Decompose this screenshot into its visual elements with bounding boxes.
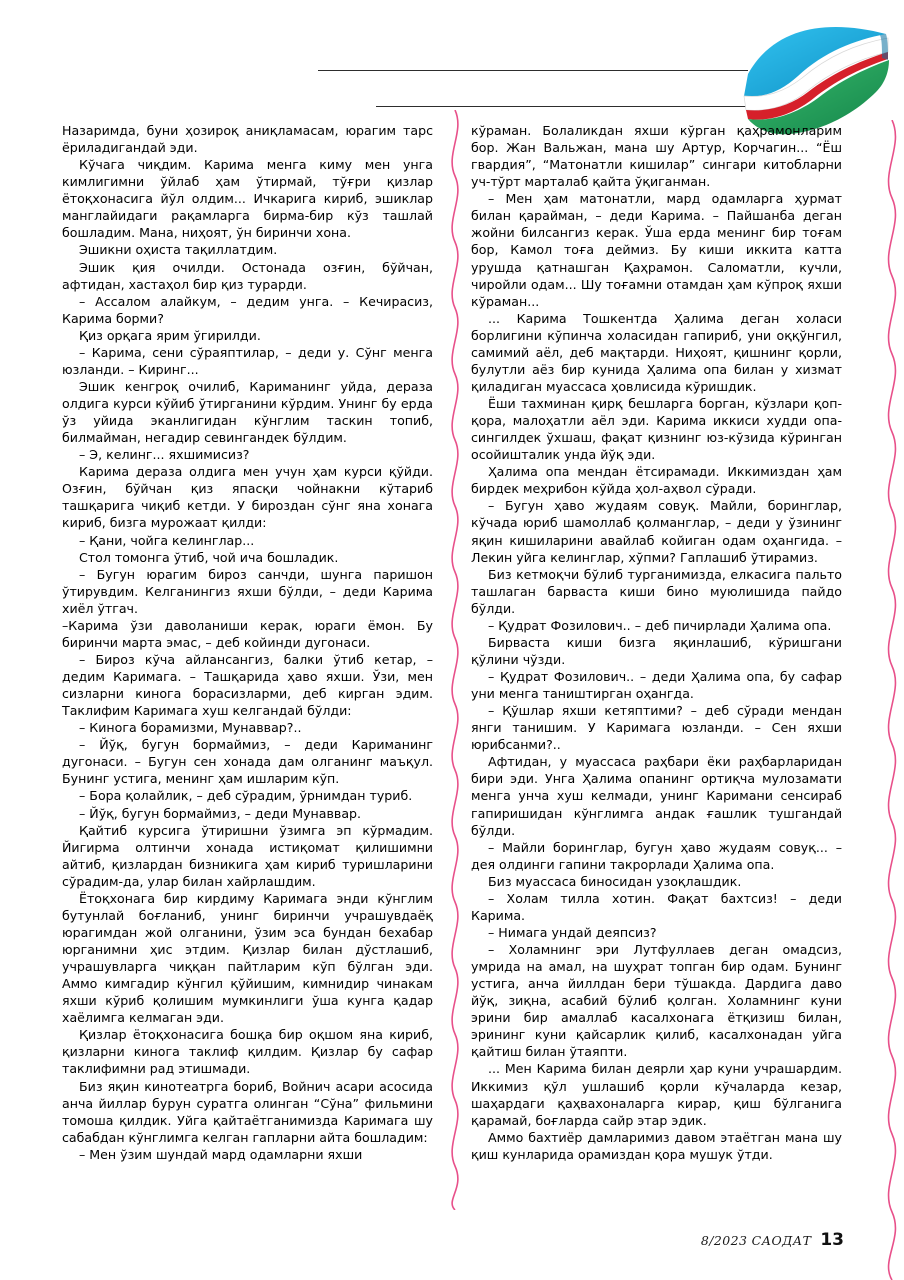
article-body: [62, 122, 842, 1163]
paragraph: Биз муассаса биносидан узоқлашдик.: [488, 873, 742, 889]
paragraph: – Бироз кўча айлансангиз, балки ўтиб кетар, – дедим Каримага. – Ташқарида ҳаво яхши. Ўзи, мен сизларни кинога борасизларми, деб кирган эдим. Таклифим Каримага хуш келгандай бўлди:: [62, 651, 433, 719]
paragraph: – Холам тилла хотин. Фақат бахтсиз! – деди Карима.: [471, 890, 842, 923]
paragraph: – Йўқ, бугун бормаймиз, – деди Мунаввар.: [79, 805, 362, 821]
paragraph: Карима дераза олдига мен учун ҳам курси қўйди. Озғин, бўйчан қиз япасқи чойнакни кўтариб ташқарига чиқиб кетди. У бироздан сўнг яна хонага кириб, бизга мурожаат қилди:: [62, 464, 433, 531]
paragraph: – Қўшлар яхши кетяптими? – деб сўради мендан янги танишим. У Каримага юзланди. – Сен яхши юрибсанми?..: [471, 703, 842, 753]
paragraph: – Мен ўзим шундай мард одамларни яхши: [79, 1146, 363, 1162]
paragraph: – Холамнинг эри Лутфуллаев деган омадсиз, умрида на амал, на шуҳрат топган бир одам. Бунинг устига, анча йиллдан бери тўшакда. Дардига даво йўқ, зиқна, асабий бўлиб қолган. Холамнинг куни эрини бир амаллаб касалхонага ётқизиш билан, эрининг куни қайсарлик қилиб, касалхонадан уйга қайтиш билан ўтаяпти.: [471, 942, 842, 1060]
paragraph: Қайтиб курсига ўтиришни ўзимга эп кўрмадим. Йигирма олтинчи хонада истиқомат қилишимни айтиб, қизлардан бизникига ҳам кириб туришларини сўрадим-да, улар билан хайрлашдим.: [62, 822, 433, 889]
header-rules: [318, 70, 748, 110]
paragraph: – Қудрат Фозилович.. – деди Ҳалима опа, бу сафар уни менга таништирган оҳангда.: [471, 669, 842, 702]
page-edge-wave: [878, 120, 904, 1280]
right-column: [471, 122, 842, 1163]
paragraph: – Майли боринглар, бугун ҳаво жудаям совуқ... – дея олдинги гапини такрорлади Ҳалима опа.: [471, 839, 842, 872]
paragraph: – Бугун юрагим бироз санчди, шунга паришон ўтирувдим. Келганингиз яхши бўлди, – деди Карима хиёл ўтгач.: [62, 566, 433, 616]
issue-label: 8/2023 САОДАТ: [700, 1233, 812, 1248]
paragraph: Эшикни оҳиста тақиллатдим.: [79, 242, 278, 258]
paragraph: – Йўқ, бугун бормаймиз, – деди Кариманинг дугонаси. – Бугун сен хонада дам олганинг маъқул. Бунинг устига, менинг ҳам ишларим кўп.: [62, 737, 433, 787]
paragraph: Бирваста киши бизга яқинлашиб, кўришгани қўлини чўзди.: [471, 634, 842, 667]
paragraph: Назаримда, буни ҳозироқ аниқламасам, юрагим тарс ёриладигандай эди.: [62, 123, 433, 156]
paragraph: Аммо бахтиёр дамларимиз давом этаётган мана шу қиш кунларида орамиздан қора мушук ўтди.: [471, 1129, 842, 1162]
paragraph: – Ассалом алайкум, – дедим унга. – Кечирасиз, Карима борми?: [62, 293, 433, 326]
page-number: 13: [820, 1230, 844, 1250]
paragraph: Кўчага чиқдим. Карима менга киму мен унга кимлигимни ўйлаб ҳам ўтирмай, тўғри қизлар ётоқхонасига йўл олдим... Ичкарига кириб, эшиклар манглайидаги рақамларга бирма-бир кўз ташлай бошладим. Мана, ниҳоят, ўн биринчи хона.: [62, 157, 433, 241]
paragraph: Қизлар ётоқхонасига бошқа бир оқшом яна кириб, қизларни кинога таклиф қилдим. Қизлар бу сафар таклифимни рад этишмади.: [62, 1027, 433, 1077]
header-rule-top: [318, 70, 748, 71]
paragraph: Ётоқхонага бир кирдиму Каримага энди кўнглим бутунлай боғланиб, унинг биринчи учрашувдаёқ юрагимдан жой олганини, ўзим эса бундан бехабар юрганимни ҳис этдим. Қизлар билан дўстлашиб, учрашувларга чиққан пайтларим кўп бўлган эди. Аммо кимгадир кўнгил қўйишим, кимнидир чинакам яхши кўриб қолишим мумкинлиги ўша кунга қадар хаёлимга келмаган эди.: [62, 890, 433, 1026]
paragraph: Эшик қия очилди. Остонада озғин, бўйчан, афтидан, хастаҳол бир қиз турарди.: [62, 259, 433, 292]
paragraph: Биз кетмоқчи бўлиб турганимизда, елкасига пальто ташлаган барваста киши бино муюлишида пайдо бўлди.: [471, 566, 842, 616]
paragraph: ... Карима Тошкентда Ҳалима деган холаси борлигини кўпинча холасидан гапириб, уни оққўнгил, самимий аёл, деб мақтарди. Ниҳоят, қишнинг қорли, булутли аёз бир кунида Ҳалима опа билан у хизмат қиладиган муассаса ҳовлисида кўришдик.: [471, 310, 842, 394]
paragraph: Эшик кенгроқ очилиб, Кариманинг уйда, дераза олдига курси кўйиб ўтирганини кўрдим. Унинг бу ерда ўз уйида эканлигидан кўнглим таскин топиб, билмайман, негадир севингандек бўлдим.: [62, 378, 433, 446]
paragraph: – Бора қолайлик, – деб сўрадим, ўрнимдан туриб.: [79, 788, 413, 804]
paragraph: кўраман. Болаликдан яхши кўрган қаҳрамонларим бор. Жан Вальжан, мана шу Артур, Корчагин... “Ёш гвардия”, “Матонатли кишилар” сингари китобларни уч-тўрт марталаб қайта ўқиганман.: [471, 123, 842, 190]
paragraph: Қиз орқага ярим ўгирилди.: [79, 327, 261, 343]
header-rule-bottom: [376, 106, 748, 107]
paragraph: ... Мен Карима билан деярли ҳар куни учрашардим. Иккимиз қўл ушлашиб қорли кўчаларда кезар, шаҳардаги қаҳвахоналарга кирар, қиш бўлганига қарамай, боғларда сайр этар эдик.: [471, 1061, 842, 1128]
page-footer: [701, 1230, 844, 1250]
paragraph: – Бугун ҳаво жудаям совуқ. Майли, боринглар, кўчада юриб шамоллаб қолманглар, – деди у ўзининг яқин кишиларини авайлаб койиган одам оҳангида. – Лекин уйга келинглар, хўпми? Гаплашиб ўтирамиз.: [471, 498, 842, 565]
paragraph: – Нимага ундай деяпсиз?: [488, 924, 657, 940]
paragraph: – Кинога борамизми, Мунаввар?..: [79, 720, 302, 736]
paragraph: –Карима ўзи даволаниши керак, юраги ёмон. Бу биринчи марта эмас, – деб койинди дугонаси.: [62, 617, 433, 650]
paragraph: Ҳалима опа мендан ётсирамади. Иккимиздан ҳам бирдек меҳрибон кўйда ҳол-аҳвол сўради.: [471, 464, 842, 497]
paragraph: Афтидан, у муассаса раҳбари ёки раҳбарларидан бири эди. Унга Ҳалима опанинг ортиқча мулозамати менга унча хуш келмади, унинг Каримани сенсираб гапиришидан кўнглимга андак ғашлик тушгандай бўлди.: [471, 754, 842, 838]
paragraph: Биз яқин кинотеатрга бориб, Войнич асари асосида анча йиллар бурун суратга олинган “Сўна” фильмини томоша қилдик. Уйга қайтаётганимизда Каримага шу сабабдан кўнглимга келган гапларни айта бошладим:: [62, 1078, 433, 1145]
paragraph: Стол томонга ўтиб, чой ича бошладик.: [79, 549, 339, 565]
paragraph: – Мен ҳам матонатли, мард одамларга ҳурмат билан қарайман, – деди Карима. – Пайшанба деган жойни билсангиз керак. Ўша ерда менинг бир тоғам бор, Камол тоға деймиз. Бу киши иккита катта урушда қатнашган Қаҳрамон. Саломатли, кучли, чиройли одам... Шу тоғамни отамдан ҳам кўпроқ яхши кўраман...: [471, 191, 842, 309]
paragraph: Ёши тахминан қирқ бешларга борган, кўзлари қоп-қора, малоҳатли аёл эди. Карима иккиси худди опа-сингилдек ўхшаш, фақат қизнинг юз-кўзида кўринган осойишталик унда йўқ эди.: [471, 396, 842, 463]
left-column: [62, 122, 433, 1163]
paragraph: – Қани, чойга келинглар...: [79, 532, 255, 548]
paragraph: – Э, келинг... яхшимисиз?: [79, 447, 250, 463]
paragraph: – Карима, сени сўраяптилар, – деди у. Сўнг менга юзланди. – Киринг...: [62, 344, 433, 377]
uzbekistan-flag-ribbon-icon: [736, 18, 896, 138]
paragraph: – Қудрат Фозилович.. – деб пичирлади Ҳалима опа.: [488, 617, 832, 633]
